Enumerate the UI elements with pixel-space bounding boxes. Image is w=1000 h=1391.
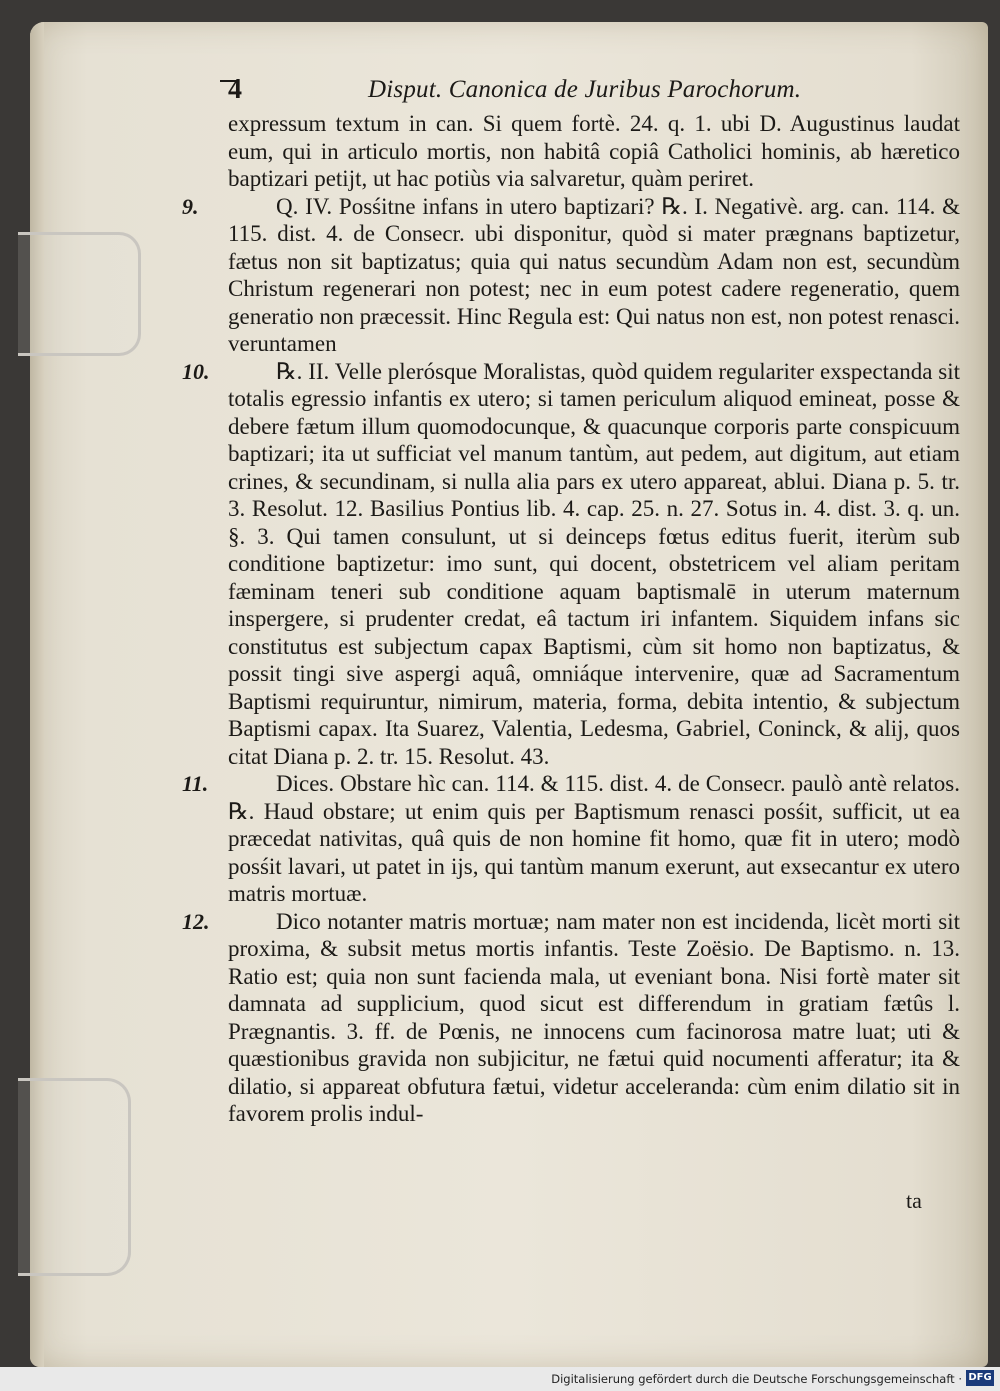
paragraph-number: 11. xyxy=(182,771,209,796)
paragraph-text: Q. IV. Posśitne infans in utero baptizari? ℞. I. Negativè. arg. can. 114. & 115. dist. 4. de Consecr. ubi disponitur, quòd si mater prægnans baptizetur, fætus non sit baptizatus; quia qui natus secundùm Adam non est, secundùm Christum regenerari non potest; nec in eum potest cadere regeneratio, quem generatio non præcessit. Hinc Regula est: Qui natus non est, non potest renasci. veruntamen xyxy=(228,193,960,356)
catchword: ta xyxy=(906,1188,922,1213)
paragraph-text: Dico notanter matris mortuæ; nam mater non est incidenda, licèt morti sit proxima, & subsit metus mortis infantis. Teste Zoësio. De Baptismo. n. 13. Ratio est; quia non sunt facienda mala, ut eveniant bona. Nisi fortè mater sit damnata ad supplicium, quod sicut est differendum in gratiam fætûs l. Prægnantis. 3. ff. de Pœnis, ne innocens cum facinorosa matre luat; uti & quæstionibus gravida non subjicitur, ne fætui quid nocumenti afferatur; ita & dilatio, si appareat obfutura fætui, videtur acceleranda: cùm enim dilatio sit in favorem prolis indul- xyxy=(228,908,960,1126)
page-clip-top xyxy=(18,232,141,356)
paragraph-number: 9. xyxy=(182,193,199,219)
paragraph-text: expressum textum in can. Si quem fortè. 24. q. 1. ubi D. Augustinus laudat eum, qui in articulo mortis, non habitâ copiâ Catholici hominis, ab hæretico baptizari petijt, ut hac potiùs via salvaretur, quàm periret. xyxy=(228,111,960,191)
paragraph-text: ℞. II. Velle plerósque Moralistas, quòd quidem regulariter exspectanda sit totalis egressio infantis ex utero; si tamen periculum aliquod emineat, posse & debere fætum illum quomodocunque, & quacunque corporis parte conspicuum baptizari; ita ut sufficiat vel manum tantùm, aut pedem, aut digitum, aut etiam crines, & secundinam, si nulla alia pars ex utero appareat, ablui. Diana p. 5. tr. 3. Resolut. 12. Basilius Pontius lib. 4. cap. 25. n. 27. Sotus in. 4. dist. 3. q. un. §. 3. Qui tamen consulunt, ut si deinceps fœtus editus fuerit, iterùm sub conditione baptizetur: imo sunt, qui docent, obstetricem vel aliam peritam fæminam teneri sub conditione aquam baptismalē in uterum maternum inspergere, si prudenter credat, eâ tactum iri infantem. Siquidem infans sic constitutus est subjectum capax Baptismi, cùm sit homo non baptizatus, & possit tingi sive aspergi aquâ, omniáque intervenire, quæ ad Sacramentum Baptismi requiruntur, nimirum, materia, forma, debita intentio, & subjectum Baptismi capax. Ita Suarez, Valentia, Ledesma, Gabriel, Coninck, & alij, quos citat Diana p. 2. tr. 15. Resolut. 43. xyxy=(228,358,960,769)
page-header xyxy=(190,70,960,108)
paragraph-text: Dices. Obstare hìc can. 114. & 115. dist. 4. de Consecr. paulò antè relatos. ℞. Haud obstare; ut enim quis per Baptismum renasci posśit, sufficit, ut ea præcedat nativitas, quâ quis de non homine fit homo, quæ fit in utero; modò posśit lavari, ut patet in ijs, qui tantùm manum exerunt, aut exsecantur ex utero matris mortuæ. xyxy=(228,771,960,906)
page-text xyxy=(182,70,960,1128)
footer-credit: Digitalisierung gefördert durch die Deutsche Forschungsgemeinschaft · xyxy=(551,1372,962,1386)
paragraph-10 xyxy=(182,358,960,771)
paragraph-continuation xyxy=(190,110,960,193)
paragraph-number: 10. xyxy=(182,358,210,384)
page-number: 4 xyxy=(228,74,242,105)
dfg-logo-icon: DFG xyxy=(966,1370,994,1386)
paragraph-11 xyxy=(182,770,960,908)
page-clip-bottom xyxy=(18,1078,131,1276)
paragraph-12 xyxy=(182,908,960,1128)
running-head: Disput. Canonica de Juribus Parochorum. xyxy=(368,76,802,103)
paragraph-9 xyxy=(182,193,960,358)
paragraph-number: 12. xyxy=(182,908,210,934)
